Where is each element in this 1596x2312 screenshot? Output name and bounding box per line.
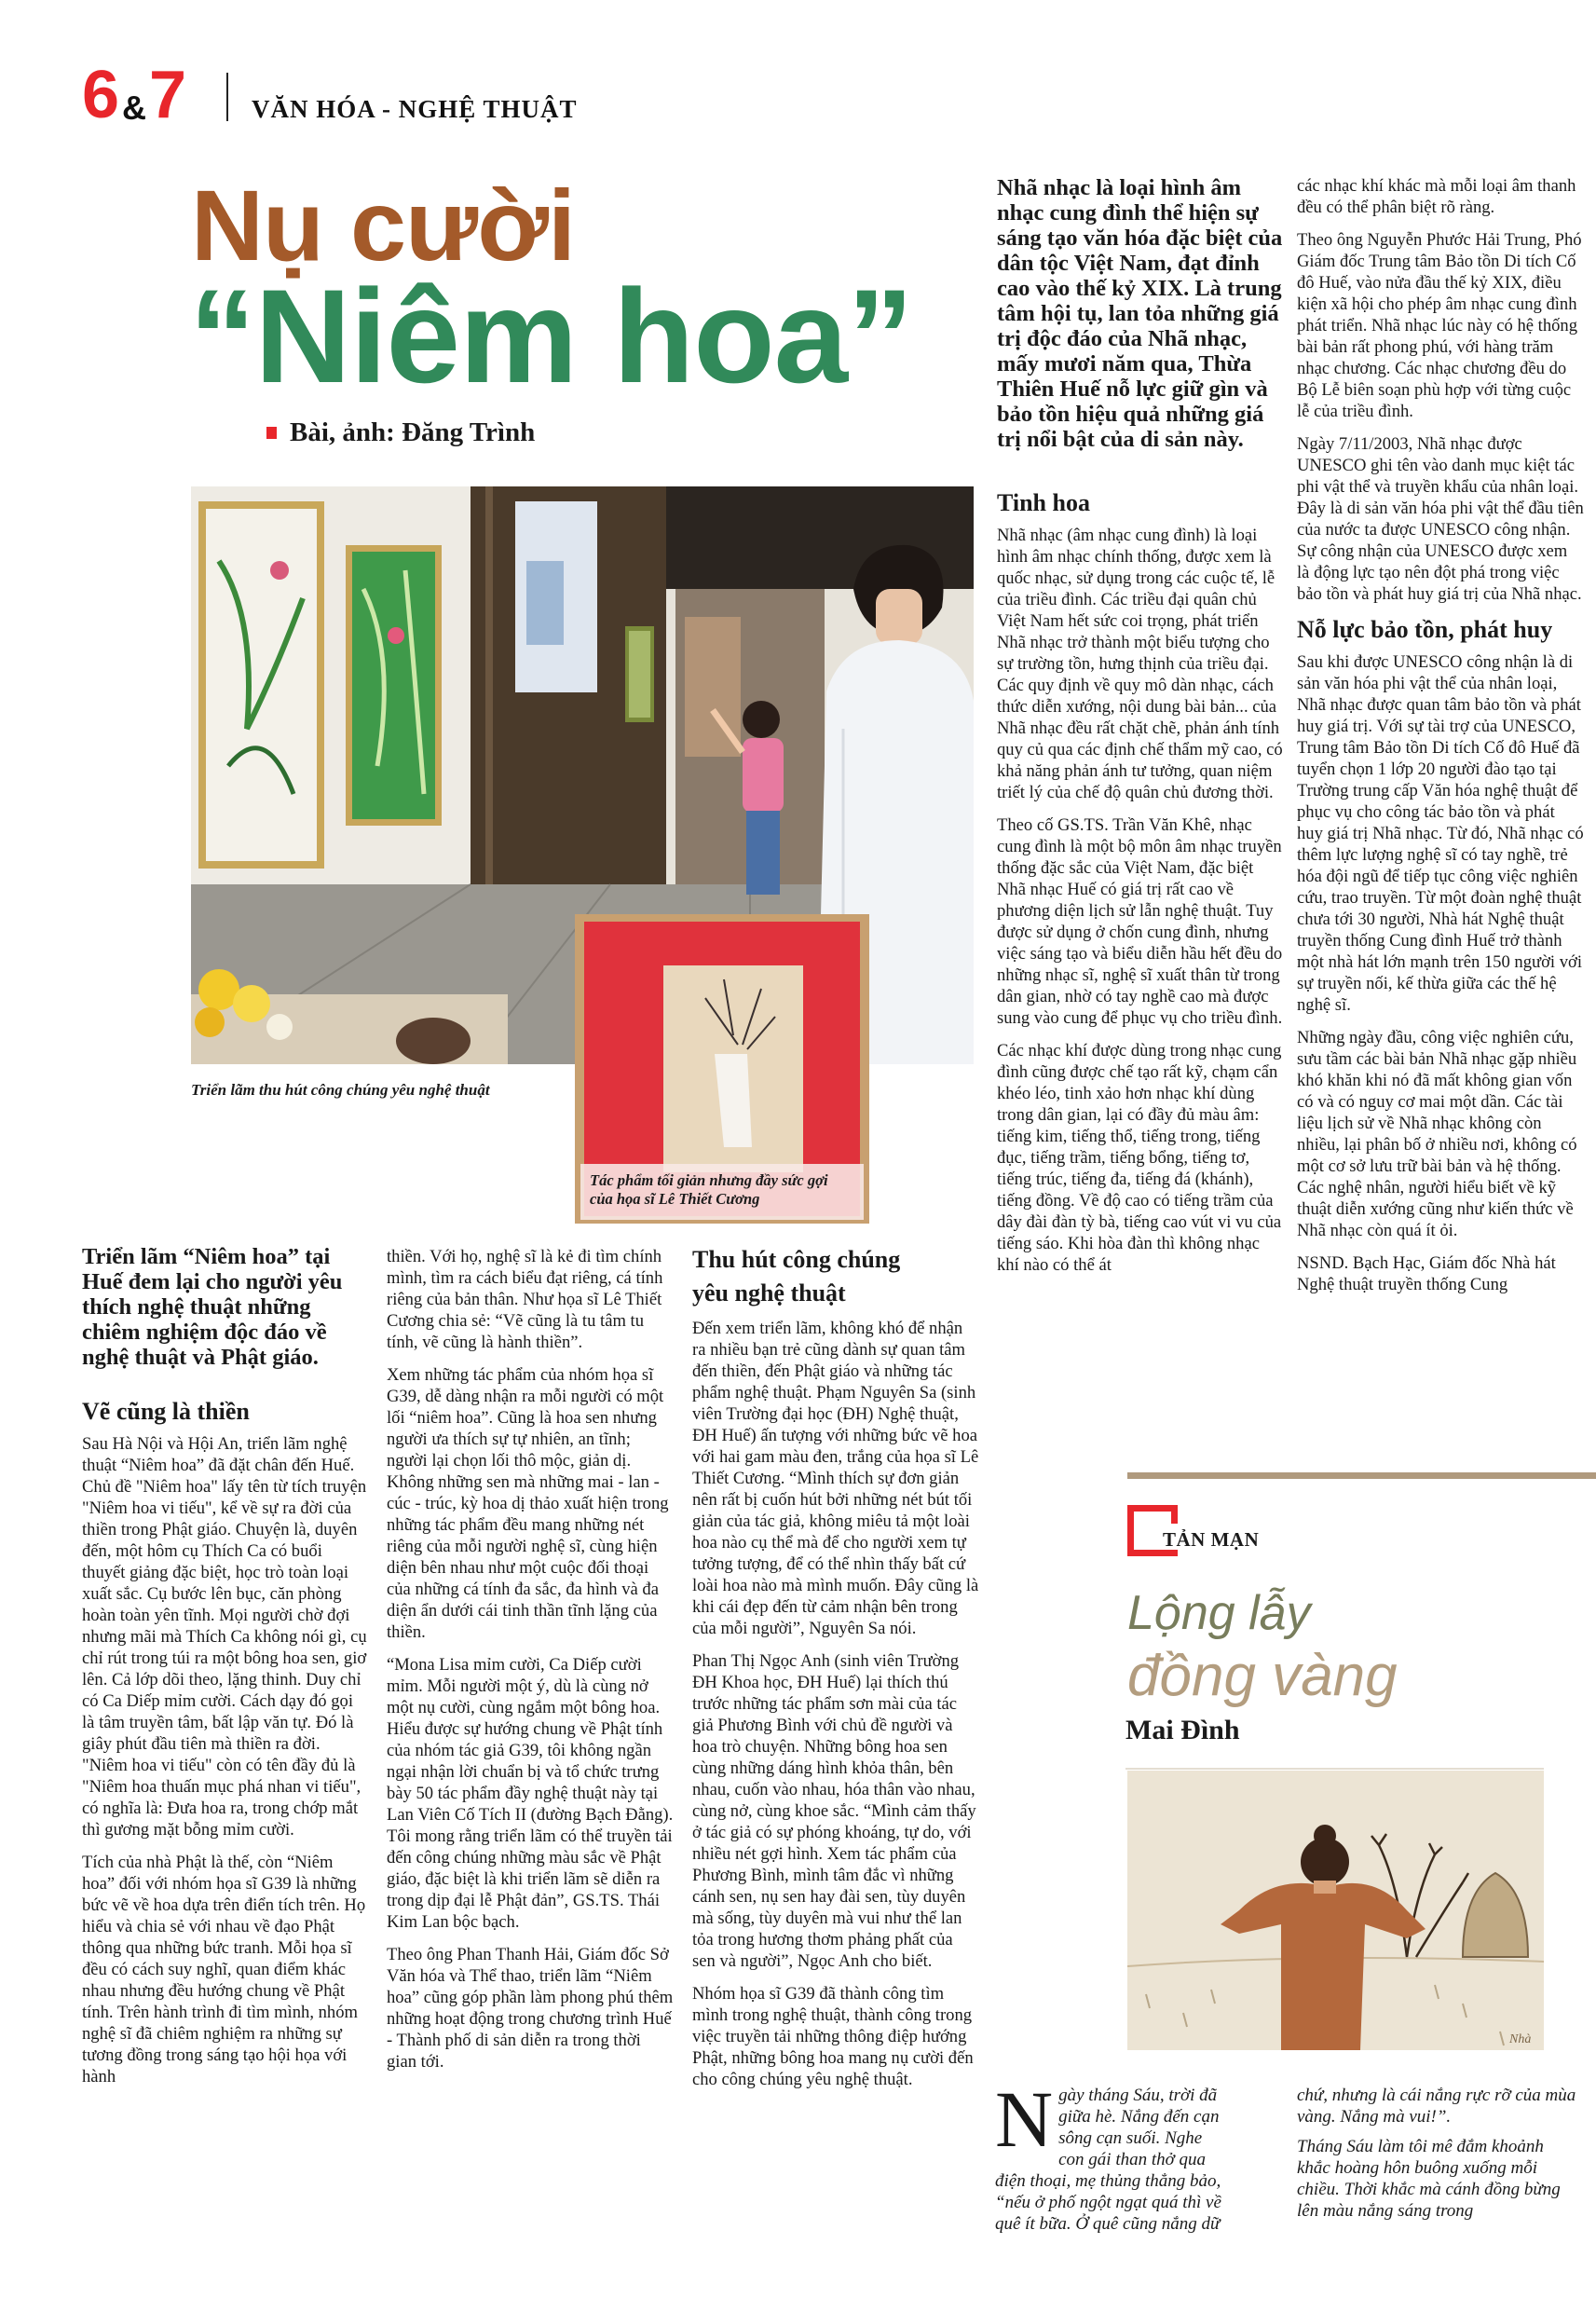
article-column-1	[82, 1244, 369, 2232]
page-number-right: 7	[149, 58, 187, 132]
tan-man-column-1	[995, 2074, 1228, 2243]
article-column-3	[692, 1243, 979, 2233]
paragraph: Các nhạc khí được dùng trong nhạc cung đình cũng được chế tạo rất kỹ, chạm cẩn khéo léo, tinh xảo hơn nhạc khí dùng trong dân gian, lại có đầy đủ màu âm: tiếng kim, tiếng thổ, tiếng trong, tiếng đục, tiếng trầm, tiếng bổng, tiếng tơ, tiếng trúc, tiếng đa, tiếng đá (khánh), tiếng đồng. Về độ cao có tiếng trầm của dây đài đàn tỳ bà, tiếng cao vút vi vu của tiếng sáo. Khi hòa đàn thì không nhạc khí nào có thể át	[997, 1041, 1282, 1275]
photo-caption: Triển lãm thu hút công chúng yêu nghệ thuật	[191, 1081, 490, 1099]
inset-caption: Tác phẩm tối giản nhưng đầy sức gợi của họa sĩ Lê Thiết Cương	[590, 1171, 828, 1208]
paragraph: Tích của nhà Phật là thế, còn “Niêm hoa” đối với nhóm họa sĩ G39 là những bức vẽ về hoa dựa trên điển tích trên. Họ hiểu và chia sẻ với nhau về đạo Phật thông qua những bức tranh. Mỗi họa sĩ đều có cách suy nghĩ, quan điểm khác nhau nhưng đều hướng chung về Phật tính. Trên hành trình đi tìm mình, nhóm nghệ sĩ đã chiêm nghiệm ra những sự tương đồng trong sáng tạo hội họa với hành	[82, 1853, 366, 2086]
tan-man-top-rule	[1127, 1472, 1596, 1479]
tan-man-title-line2: đồng vàng	[1127, 1644, 1398, 1708]
tan-man-bracket-top-icon	[1127, 1505, 1178, 1524]
paragraph: Đến xem triển lãm, không khó để nhận ra nhiều bạn trẻ cũng dành sự quan tâm đến thiền, đến Phật giáo và những tác phẩm nghệ thuật. Phạm Nguyên Sa (sinh viên Trường đại học (ĐH) Nghệ thuật, ĐH Huế) ấn tượng với những bức vẽ hoa với hai gam màu đen, trắng của họa sĩ Lê Thiết Cương. “Mình thích sự đơn giản nên rất bị cuốn hút bởi những nét bút tối giản của tác giả, không miêu tả một loài hoa nào cụ thể mà để cho người xem tự tưởng tượng, để có thể nhìn thấy bất cứ loài hoa nào mà mình muốn. Đây cũng là khi cái đẹp đến từ cảm nhận bên trong của mỗi người”, Nguyên Sa nói.	[692, 1319, 979, 1638]
paragraph: Theo ông Phan Thanh Hải, Giám đốc Sở Văn hóa và Thể thao, triển lãm “Niêm hoa” cũng góp phần làm phong phú thêm những hoạt động trong chương trình Huế - Thành phố di sản diễn ra trong thời gian tới.	[387, 1945, 674, 2072]
paragraph: Theo cố GS.TS. Trần Văn Khê, nhạc cung đình là một bộ môn âm nhạc truyền thống đặc sắc của Việt Nam, đặc biệt Nhã nhạc Huế có giá trị rất cao về phương diện lịch sử lẫn nghệ thuật. Tuy được sử dụng ở chốn cung đình, nhưng việc sáng tạo và biểu diễn hầu hết đều do những nhạc sĩ, nghệ sĩ xuất thân từ trong dân gian, nhờ có tay nghề cao mà được sung vào cung để phục vụ cho triều đình.	[997, 815, 1283, 1028]
paragraph: NSND. Bạch Hạc, Giám đốc Nhà hát Nghệ thuật truyền thống Cung	[1297, 1253, 1556, 1294]
tan-man-illustration	[1127, 1771, 1544, 2050]
tan-man-column-2	[1297, 2085, 1576, 2230]
byline	[266, 417, 535, 448]
subheading-thu-hut-cong-chung: Thu hút công chúng yêu nghệ thuật	[692, 1246, 901, 1306]
paragraph: “Mona Lisa mỉm cười, Ca Diếp cười mỉm. Mỗi người một ý, dù là cùng nở một nụ cười, cùng ngắm một bông hoa. Hiểu được sự hướng chung về Phật tính của nhóm tác giả G39, tôi không ngần ngại nhận lời chuẩn bị và tổ chức trưng bày 50 tác phẩm đầy nghệ thuật này tại Lan Viên Cố Tích II (đường Bạch Đằng). Tôi mong rằng triển lãm có thể truyền tải đến công chúng những màu sắc về Phật giáo, đặc biệt là khi triển lãm sẽ diễn ra trong dịp đại lễ Phật đản”, GS.TS. Thái Kim Lan bộc bạch.	[387, 1655, 674, 1932]
article-title-line1: Nụ cười	[191, 169, 576, 281]
sidebar-lede: Nhã nhạc là loại hình âm nhạc cung đình thể hiện sự sáng tạo văn hóa đặc biệt của dân tộc Việt Nam, đạt đỉnh cao vào thế kỷ XIX. Là trung tâm hội tụ, lan tỏa những giá trị độc đáo của Nhã nhạc, mấy mươi năm qua, Thừa Thiên Huế nỗ lực giữ gìn và bảo tồn hiệu quả những giá trị nổi bật của di sản này.	[997, 175, 1283, 452]
article-lede: Triển lãm “Niêm hoa” tại Huế đem lại cho người yêu thích nghệ thuật những chiêm nghiệm độc đáo về nghệ thuật và Phật giáo.	[82, 1244, 343, 1370]
tan-man-label: TẢN MẠN	[1163, 1528, 1260, 1551]
inset-photo	[575, 914, 869, 1224]
header-divider	[226, 73, 228, 121]
paragraph: Xem những tác phẩm của nhóm họa sĩ G39, dễ dàng nhận ra mỗi người có một lối “niêm hoa”. Cũng là hoa sen nhưng người ưa thích sự tự nhiên, an tĩnh; người lại chọn lối thô mộc, giản dị. Không những sen mà những mai - lan - cúc - trúc, kỳ hoa dị thảo xuất hiện trong những tác phẩm đều mang những nét riêng của mỗi người nghệ sĩ, cùng hiện diện bên nhau như một cuộc đối thoại của những cá tính đa sắc, đa hình và đa diện ẩn dưới cái tinh thần tĩnh lặng của thiền.	[387, 1365, 669, 1642]
subheading-tinh-hoa: Tinh hoa	[997, 489, 1090, 516]
tan-man-title-line1: Lộng lẫy	[1127, 1586, 1311, 1640]
paragraph: Theo ông Nguyễn Phước Hải Trung, Phó Giám đốc Trung tâm Bảo tồn Di tích Cố đô Huế, vào nửa đầu thế kỷ XIX, điều kiện xã hội cho phép âm nhạc cung đình phát triển. Nhã nhạc lúc này có hệ thống bài bản rất phong phú, với hàng trăm nhạc chương. Các nhạc chương đều do Bộ Lễ biên soạn phù hợp với từng cuộc lễ của triều đình.	[1297, 230, 1582, 421]
sidebar-column-2	[1297, 175, 1584, 1454]
paragraph: Nhóm họa sĩ G39 đã thành công tìm mình trong nghệ thuật, thành công trong việc truyền tải những thông điệp hướng Phật, những bông hoa mang nụ cười đến cho công chúng yêu nghệ thuật.	[692, 1984, 974, 2089]
tan-man-thin-rule	[1125, 1768, 1544, 1770]
sidebar-column-1	[997, 175, 1284, 1454]
article-column-2	[387, 1246, 674, 2234]
subheading-no-luc-bao-ton: Nỗ lực bảo tồn, phát huy	[1297, 616, 1553, 643]
subheading-ve-cung-la-thien: Vẽ cũng là thiền	[82, 1398, 250, 1425]
tan-man-paragraph: gày tháng Sáu, trời đã giữa hè. Nắng đến cạn sông cạn suối. Nghe con gái than thở qua điện thoại, mẹ thủng thẳng bảo, “nếu ở phố ngột ngạt quá thì về quê ít bữa. Ở quê cũng nắng dữ	[995, 2086, 1221, 2234]
tan-man-paragraph: Tháng Sáu làm tôi mê đắm khoảnh khắc hoàng hôn buông xuống mỗi chiều. Thời khắc mà cánh đồng bừng lên màu nắng sáng trong	[1297, 2137, 1561, 2221]
paragraph: Sau Hà Nội và Hội An, triển lãm nghệ thuật “Niêm hoa” đã đặt chân đến Huế. Chủ đề "Niêm hoa" lấy tên từ tích truyện "Niêm hoa vi tiếu", kể về sự ra đời của thiền trong Phật giáo. Chuyện là, duyên đến, một hôm cụ Thích Ca có buổi thuyết giảng đặc biệt, học trò toàn loại xuất sắc. Cụ bước lên bục, căn phòng hoàn toàn yên tĩnh. Mọi người chờ đợi nhưng mãi mà Thích Ca không nói gì, cụ chỉ rút trong túi ra một bông hoa sen, giơ lên. Cả lớp dõi theo, lặng thinh. Duy chỉ có Ca Diếp mỉm cười. Cách dạy đó gọi là tâm truyền tâm, bất lập văn tự. Đó là giây phút đầu tiên mà thiền ra đời. "Niêm hoa vi tiếu" còn có tên đầy đủ là "Niêm hoa thuấn mục phá nhan vi tiếu", có nghĩa là: Đưa hoa ra, trong chớp mắt thì gương mặt bỗng mỉm cười.	[82, 1434, 367, 1840]
woman-in-field-illustration	[1127, 1771, 1544, 2050]
byline-bullet-icon	[266, 427, 277, 439]
paragraph: các nhạc khí khác mà mỗi loại âm thanh đều có thể phân biệt rõ ràng.	[1297, 176, 1576, 217]
paragraph: Ngày 7/11/2003, Nhã nhạc được UNESCO ghi tên vào danh mục kiệt tác phi vật thể và truyền khẩu của nhân loại. Đây là di sản văn hóa phi vật thể đầu tiên của nước ta được UNESCO công nhận. Sự công nhận của UNESCO được xem là động lực tạo nên đột phá trong việc bảo tồn và phát huy giá trị của Nhã nhạc.	[1297, 434, 1584, 604]
page-number-left: 6	[82, 58, 120, 132]
artist-signature: Nhà	[1509, 2032, 1532, 2046]
paragraph: Những ngày đầu, công việc nghiên cứu, sưu tầm các bài bản Nhã nhạc gặp nhiều khó khăn khi nó đã mất không gian vốn có và có nguy cơ mai một dần. Các tài liệu lịch sử về Nhã nhạc không còn nhiều, lại phân bố ở nhiều nơi, không có một cơ sở lưu trữ bài bản và hệ thống. Các nghệ nhân, người hiểu biết về kỹ thuật diễn xướng cũng như kiến thức về Nhã nhạc còn quá ít ỏi.	[1297, 1028, 1577, 1240]
tan-man-author: Mai Đình	[1125, 1715, 1240, 1745]
drop-cap: N	[995, 2074, 1054, 2164]
paragraph: Nhã nhạc (âm nhạc cung đình) là loại hình âm nhạc chính thống, được xem là quốc nhạc, sử dụng trong các cuộc tế, lễ của triều đình. Các triều đại quân chủ Việt Nam hết sức coi trọng, phát triển Nhã nhạc trở thành một biểu tượng cho sự trường tồn, hưng thịnh của triều đại. Các quy định về quy mô dàn nhạc, cách thức diễn xướng, nội dung bài bản... của Nhã nhạc đều rất chặt chẽ, phản ánh tính quy củ qua các định chế thẩm mỹ cao, có khả năng phản ánh tư tưởng, quan niệm triết lý của chế độ quân chủ đương thời.	[997, 526, 1283, 802]
ampersand: &	[122, 89, 147, 127]
byline-text: Bài, ảnh: Đăng Trình	[290, 417, 536, 447]
section-title: VĂN HÓA - NGHỆ THUẬT	[252, 95, 578, 123]
tan-man-paragraph: chứ, nhưng là cái nắng rực rỡ của mùa vàng. Nắng mà vui!”.	[1297, 2086, 1576, 2127]
paragraph: thiền. Với họ, nghệ sĩ là kẻ đi tìm chính mình, tìm ra cách biểu đạt riêng, cá tính riêng của bản thân. Như họa sĩ Lê Thiết Cương chia sẻ: “Vẽ cũng là tu tâm tu tính, vẽ cũng là hành thiền”.	[387, 1247, 663, 1352]
paragraph: Phan Thị Ngọc Anh (sinh viên Trường ĐH Khoa học, ĐH Huế) lại thích thú trước những tác phẩm sơn mài của tác giả Phương Bình với chủ đề người và hoa trò chuyện. Những bông hoa sen cùng những dáng hình khỏa thân, bên nhau, cuốn vào nhau, hóa thân vào nhau, cùng nở, cùng khoe sắc. “Mình cảm thấy ở tác giả có sự phóng khoáng, tự do, với nhiều nét gợi hình. Xem tác phẩm của Phương Bình, mình tâm đắc vì những cánh sen, nụ sen hay đài sen, tùy duyên mà sống, tùy duyên mà vui như thể lan tỏa trong hương thơm phảng phất của sen và người”, Ngọc Anh cho biết.	[692, 1651, 976, 1971]
page-header	[82, 58, 187, 132]
article-title-line2: “Niêm hoa”	[189, 263, 913, 411]
inset-caption-band	[580, 1164, 864, 1220]
paragraph: Sau khi được UNESCO công nhận là di sản văn hóa phi vật thể của nhân loại, Nhã nhạc được quan tâm bảo tồn và phát huy giá trị. Với sự tài trợ của UNESCO, Trung tâm Bảo tồn Di tích Cố đô Huế đã tuyển chọn 1 lớp 20 người đào tạo tại Trường trung cấp Văn hóa nghệ thuật để phục vụ cho công tác bảo tồn và phát huy giá trị Nhã nhạc. Từ đó, Nhã nhạc có thêm lực lượng nghệ sĩ có tay nghề, trẻ hóa đội ngũ để tiếp tục công việc nghiên cứu, trao truyền. Từ một đoàn nghệ thuật chưa tới 30 người, Nhà hát Nghệ thuật truyền thống Cung đình Huế trở thành một nhà hát lớn mạnh trên 150 người với sự truyền nối, kế thừa giữa các thế hệ nghệ sĩ.	[1297, 652, 1584, 1015]
